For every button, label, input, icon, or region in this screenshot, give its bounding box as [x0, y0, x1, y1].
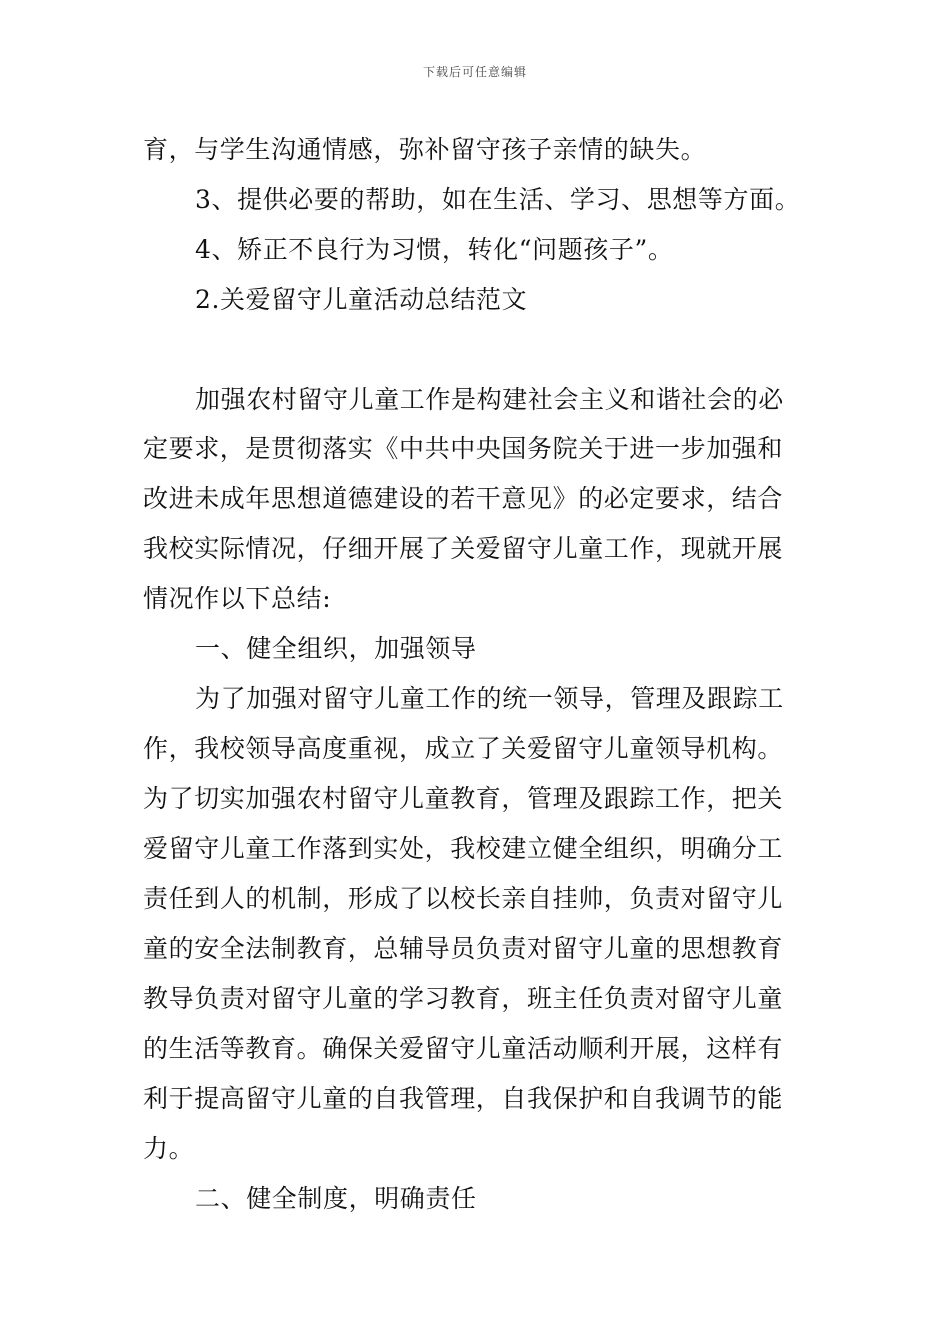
- section-heading: 二、健全制度，明确责任: [195, 1184, 477, 1213]
- text-line: 为了加强对留守儿童工作的统一领导，管理及跟踪工: [195, 684, 784, 713]
- section-heading: 一、健全组织，加强领导: [195, 634, 477, 663]
- text-line: 为了切实加强农村留守儿童教育，管理及跟踪工作，把关: [143, 784, 784, 813]
- text-line: 改进未成年思想道德建设的若干意见》的必定要求，结合: [143, 484, 784, 513]
- text-line: 3、提供必要的帮助，如在生活、学习、思想等方面。: [195, 185, 801, 214]
- text-line: 加强农村留守儿童工作是构建社会主义和谐社会的必: [195, 385, 784, 414]
- text-line: 责任到人的机制，形成了以校长亲自挂帅，负责对留守儿: [143, 884, 784, 913]
- text-line: 4、矫正不良行为习惯，转化“问题孩子”。: [195, 235, 674, 264]
- text-line: 教导负责对留守儿童的学习教育，班主任负责对留守儿童: [143, 984, 784, 1013]
- text-line: 童的安全法制教育，总辅导员负责对留守儿童的思想教育: [143, 934, 784, 963]
- text-line: 利于提高留守儿童的自我管理，自我保护和自我调节的能: [143, 1084, 784, 1113]
- text-line: 情况作以下总结:: [143, 584, 332, 613]
- text-line: 的生活等教育。确保关爱留守儿童活动顺利开展，这样有: [143, 1034, 784, 1063]
- text-line: 作，我校领导高度重视，成立了关爱留守儿童领导机构。: [143, 734, 784, 763]
- text-line: 我校实际情况，仔细开展了关爱留守儿童工作，现就开展: [143, 534, 784, 563]
- text-line: 育，与学生沟通情感，弥补留守孩子亲情的缺失。: [143, 135, 707, 164]
- text-line: 力。: [143, 1134, 195, 1163]
- page-header: 下载后可任意编辑: [422, 65, 527, 79]
- section-title: 2.关爱留守儿童活动总结范文: [195, 285, 528, 314]
- text-line: 爱留守儿童工作落到实处，我校建立健全组织，明确分工: [143, 834, 784, 863]
- text-line: 定要求，是贯彻落实《中共中央国务院关于进一步加强和: [143, 434, 784, 463]
